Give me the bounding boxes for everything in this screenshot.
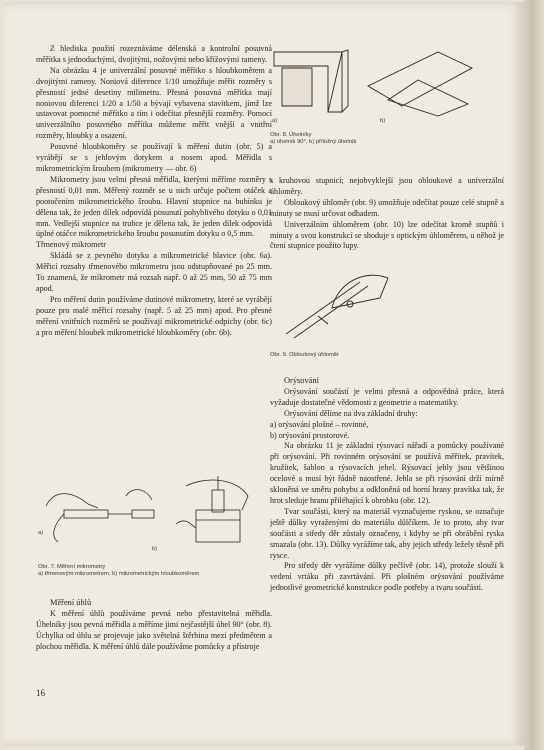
paragraph: Na obrázku 4 je univerzální posuvné měřítko s hloubkoměrem a dvojitými rameny. Noniová diference 1/10 umožňuje měřit rozměry s přesností jedné desetiny milimetru. Přesná posuvná měřítka mají noniovou diferenci 1/20 a 1/50 a bývají vybavena stavítkem, jímž lze ustavovat pomocné měřítko a tím i odečítat přesnější rozměry. Pomocí univerzálního posuvného měřítka můžeme měřit vnější a vnitřní rozměry, hloubky a osazení. [36, 65, 272, 141]
left-column [36, 44, 272, 338]
page-number: 16 [36, 688, 45, 698]
subheading: Třmenový mikrometr [36, 240, 106, 250]
paragraph: Pro měření dutin používáme dutinové mikrometry, které se vyrábějí pouze pro malé měřicí rozsahy (např. 5 až 25 mm) apod. Pro přesné měření vnitřních rozměrů se používají mikrometrické odpichy (obr. 6c) a pro měření hloubek mikrometrické hloubkoměry (obr. 6b). [36, 294, 272, 337]
page-edge [524, 0, 544, 750]
paragraph: s kruhovou stupnicí; nejobvyklejší jsou obloukové a univerzální úhloměry. [270, 176, 504, 196]
paragraph: Posuvné hloubkoměry se používají k měření dutin (obr. 5) a vyrábějí se s jehlovým dotykem a nosem apod. Měřidla s mikrometrickým šroubem (mikrometry — obr. 6) [36, 142, 272, 173]
left-column-lower [36, 598, 272, 653]
figure-label: a) [38, 530, 44, 536]
paragraph: Orýsování dělíme na dva základní druhy: [284, 408, 418, 418]
paragraph: Skládá se z pevného dotyku a mikrometrické hlavice (obr. 6a). Měřicí rozsahy třmenového mikrometru jsou odstupňované po 25 mm. To znamená, že mikrometr má rozsah např. 0 až 25 mm, 50 až 75 mm apod. [36, 251, 272, 293]
figure-caption: Obr. 7. Měření mikrometry a) třmenovým mikrometrem, b) mikrometrickým hloubkoměrem [38, 564, 200, 578]
figure-label: b) [380, 118, 386, 124]
paragraph: Pro středy děr vyrážíme důlky pečlivě (obr. 14), protože slouží k vedení vrtáku při zavrtávání. Při plošném orýsování používáme jednotlivé geometrické konstrukce podle potřeby a tvaru součásti. [270, 561, 504, 593]
list-item: a) orýsování plošné – rovinné, [270, 419, 369, 429]
protractor-figure [276, 268, 406, 344]
figure-label: b) [152, 546, 158, 552]
paragraph: Z hlediska použití rozeznáváme délenská a kontrolní posuvná měřítka s jednoduchými, dvojitými, nožovými nebo křížovými rameny. [36, 44, 272, 64]
figure-label: a) [272, 118, 278, 124]
right-column [270, 176, 504, 252]
section-heading: Měření úhlů [50, 598, 92, 607]
paragraph: Na obrázku 11 je základní rýsovací nářadí a pomůcky používané při orýsování. Při rovinném orýsování se používá měřítek, pravítek, kružítek, šablon a rýsovacích jehel. Rýsovací jehly jsou většinou ocelové a musí být řádně naostřené. Jehla se při rýsování drží mírně skloněná ve směru pohybu a odkloněná od horní hrany pravítka tak, že hrot sleduje hranu přiléhající k obrobku (obr. 12). [270, 441, 504, 505]
right-column-lower [270, 376, 504, 594]
list [270, 420, 504, 442]
paragraph: Orýsování součástí je velmi přesná a odpovědná práce, která vyžaduje dostatečné vědomosti z geometrie a matematiky. [270, 386, 504, 407]
figure-caption: Obr. 8. Úhelníky a) úhelník 90°, b) příložný úhelník [270, 132, 357, 146]
section-heading: Orýsování [284, 376, 319, 385]
list-item: b) orýsování prostorové. [270, 430, 350, 440]
square-figure [268, 46, 494, 122]
figure-caption: Obr. 9. Obloukový úhloměr [270, 352, 339, 358]
paragraph: Obloukový úhloměr (obr. 9) umožňuje odečítat pouze celé stupně a minuty se musí určovat odhadem. [270, 197, 504, 218]
paragraph: Univerzálním úhloměrem (obr. 10) lze odečítat kromě stupňů i minuty a svou konstrukcí se shoduje s optickým úhloměrem, u něhož je čtení stupnice použito lupy. [270, 219, 504, 251]
paragraph: K měření úhlů používáme pevná nebo přestavitelná měřidla. Úhelníky jsou pevná měřidla a měříme jimi nejčastější úhel 90° (obr. 8). Úchylka od úhlu se projevuje jako světelná štěrbina mezi předmětem a plochou měřidla. K měření úhlů dále používáme pomůcky a přístroje [36, 608, 272, 651]
paragraph: Tvar součásti, který na materiál vyznačujeme ryskou, se označuje ještě důlky vyraženými do materiálu důlčíkem. Je to proto, aby tvar součásti a středy děr zůstaly označeny, i kdyby se při obrábění ryska smazala (obr. 13). Důlky vyrážíme tak, aby jejich středy ležely těsně při rysce. [270, 506, 504, 560]
micrometer-figure [36, 466, 268, 556]
paragraph: Mikrometry jsou velmi přesná měřidla, kterými měříme rozměry s přesností 0,01 mm. Měřený rozměr se u nich určuje počtem otáček a pootočením mikrometrického šroubu. Hlavní stupnice na bubínku je dělena tak, že jeden dílek odpovídá posunutí pohyblivého dotyku o 0,01 mm. Vedlejší stupnice na trubce je dělena tak, že jeden dílek odpovídá úplné otáčce mikrometrického šroubu posunutím dotyku o 0,5 mm. [36, 174, 272, 239]
